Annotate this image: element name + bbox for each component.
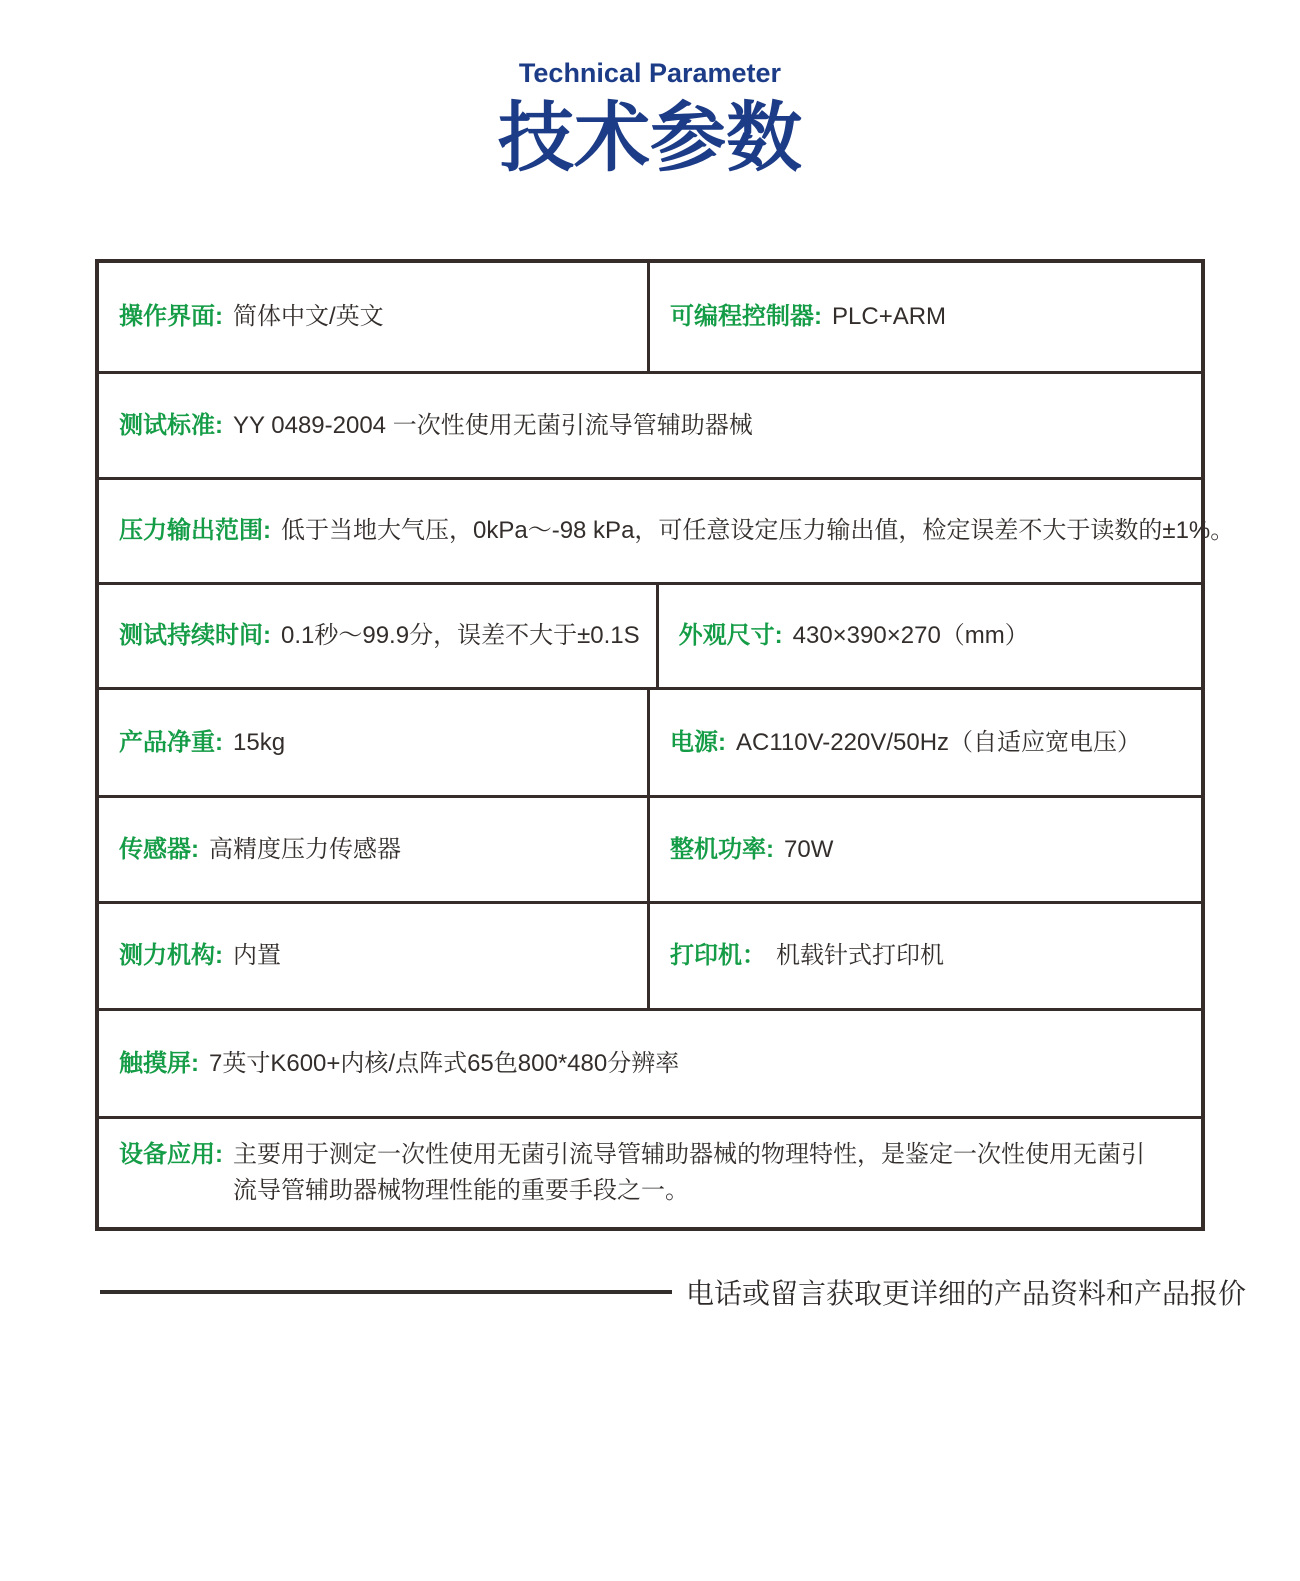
spec-cell-sensor	[99, 798, 650, 901]
table-row	[99, 687, 1201, 795]
spec-table	[95, 259, 1235, 1231]
spec-label: 打印机：	[670, 942, 766, 969]
spec-label: 传感器:	[119, 835, 199, 863]
spec-value: 低于当地大气压，0kPa～-98 kPa，可任意设定压力输出值，检定误差不大于读数的±1%。	[281, 517, 1235, 544]
spec-label: 测试持续时间:	[119, 622, 271, 649]
spec-cell-total-power	[650, 798, 1201, 901]
table-row	[99, 263, 1201, 371]
spec-label: 测力机构:	[119, 942, 223, 969]
spec-value: 简体中文/英文	[233, 303, 384, 330]
spec-value: 70W	[784, 835, 834, 863]
footer-contact-note: 电话或留言获取更详细的产品资料和产品报价	[686, 1278, 1247, 1309]
spec-label: 整机功率:	[670, 835, 774, 863]
table-row	[99, 582, 1201, 687]
spec-value: AC110V-220V/50Hz（自适应宽电压）	[736, 728, 1142, 756]
spec-cell-force-mechanism	[99, 904, 650, 1008]
page-subtitle-en: Technical Parameter	[518, 58, 782, 88]
spec-cell-net-weight	[99, 690, 650, 795]
spec-value: 0.1秒～99.9分，误差不大于±0.1S	[281, 622, 640, 649]
spec-cell-touch-screen	[99, 1011, 1201, 1116]
spec-label: 触摸屏:	[119, 1049, 199, 1077]
table-row	[99, 477, 1235, 582]
spec-label: 设备应用:	[119, 1141, 223, 1168]
spec-value: YY 0489-2004 一次性使用无菌引流导管辅助器械	[233, 411, 753, 439]
spec-label: 操作界面:	[119, 303, 223, 330]
spec-value: 主要用于测定一次性使用无菌引流导管辅助器械的物理特性，是鉴定一次性使用无菌引流导管辅助器械物理性能的重要手段之一。	[233, 1141, 1145, 1204]
spec-label: 产品净重:	[119, 728, 223, 756]
spec-label: 外观尺寸:	[678, 622, 783, 649]
table-row	[99, 1116, 1201, 1227]
spec-value: 机载针式打印机	[776, 942, 944, 969]
spec-label: 电源:	[670, 728, 726, 756]
footer-divider-line	[100, 1290, 672, 1294]
spec-cell-test-duration	[99, 585, 659, 687]
table-row	[99, 371, 1201, 477]
spec-value: 内置	[233, 942, 281, 969]
spec-label: 可编程控制器:	[670, 303, 822, 330]
spec-cell-test-standard	[99, 374, 1201, 477]
spec-cell-printer	[650, 904, 1201, 1008]
spec-cell-power-supply	[650, 690, 1201, 795]
spec-value: 15kg	[233, 728, 286, 756]
spec-label: 测试标准:	[119, 411, 223, 439]
spec-cell-application	[99, 1119, 1201, 1227]
spec-value: PLC+ARM	[832, 303, 947, 330]
spec-label: 压力输出范围:	[119, 517, 271, 544]
table-row	[99, 795, 1201, 901]
spec-cell-ui-language	[99, 263, 650, 371]
spec-value: 7英寸K600+内核/点阵式65色800*480分辨率	[209, 1049, 680, 1077]
spec-cell-pressure-range	[99, 480, 1250, 582]
spec-cell-dimensions	[659, 585, 1201, 687]
spec-value: 430×390×270（mm）	[792, 622, 1029, 649]
spec-value: 高精度压力传感器	[209, 835, 401, 863]
spec-cell-controller	[650, 263, 1201, 371]
table-row	[99, 1008, 1201, 1116]
table-row	[99, 901, 1201, 1008]
page-title: 技术参数	[498, 96, 802, 181]
page-header	[0, 0, 1300, 181]
